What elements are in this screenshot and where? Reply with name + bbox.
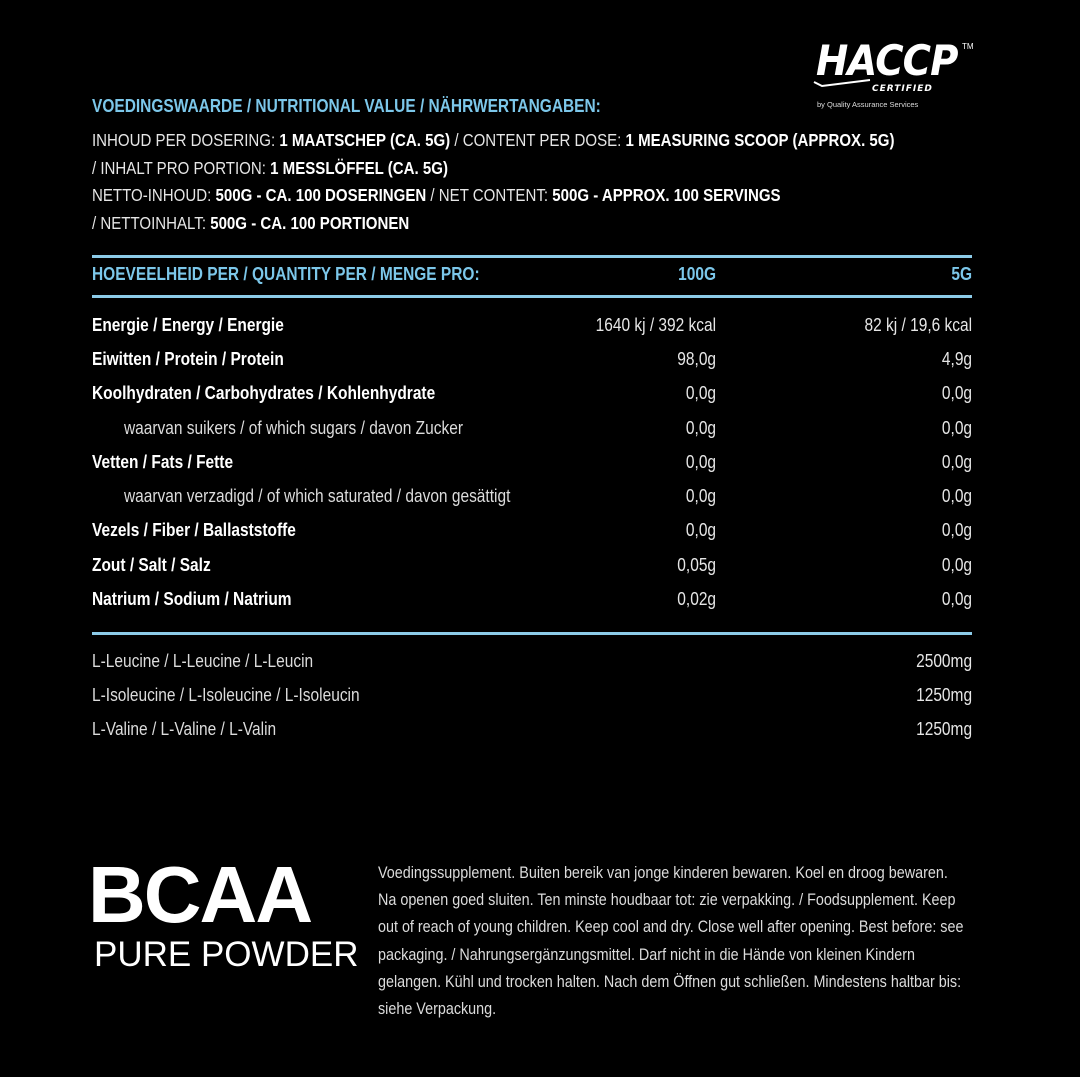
row-value-100g: 98,0g [677,349,716,369]
amino-label: L-Valine / L-Valine / L-Valin [92,719,277,739]
amino-label: L-Isoleucine / L-Isoleucine / L-Isoleucin [92,685,360,705]
table-row [92,349,972,379]
haccp-issuer-text: by Quality Assurance Services [817,100,919,109]
row-value-5g: 82 kj / 19,6 kcal [864,315,972,335]
haccp-logo-text: HACCP [816,36,958,85]
table-row [92,383,972,413]
amino-value: 1250mg [916,685,972,705]
row-value-100g: 0,0g [685,452,716,472]
amino-section-rule [92,632,972,635]
table-header-rule [92,295,972,298]
table-header-5g: 5G [951,264,972,284]
row-value-100g: 0,02g [677,589,716,609]
table-header-label: HOEVEELHEID PER / QUANTITY PER / MENGE PRO: [92,264,480,284]
table-row [92,589,972,619]
trademark-mark: TM [962,42,974,51]
table-row [92,520,972,550]
row-label: Energie / Energy / Energie [92,315,284,335]
amino-row [92,719,972,749]
row-value-100g: 0,0g [685,486,716,506]
row-label: Natrium / Sodium / Natrium [92,589,292,609]
checkmark-icon [812,78,872,88]
row-value-5g: 0,0g [941,589,972,609]
row-label: Koolhydraten / Carbohydrates / Kohlenhydrate [92,383,436,403]
dose-line-2: / INHALT PRO PORTION: 1 MESSLÖFFEL (CA. 5G) [92,158,448,178]
row-value-5g: 0,0g [941,520,972,540]
table-top-rule [92,255,972,258]
row-label: Vezels / Fiber / Ballaststoffe [92,520,296,540]
dose-line-1: INHOUD PER DOSERING: 1 MAATSCHEP (CA. 5G) / CONTENT PER DOSE: 1 MEASURING SCOOP (APPROX. 5G) [92,130,895,150]
table-row [92,418,972,448]
amino-row [92,651,972,681]
nutrition-heading: VOEDINGSWAARDE / NUTRITIONAL VALUE / NÄHRWERTANGABEN: [92,96,601,116]
row-value-100g: 1640 kj / 392 kcal [595,315,716,335]
table-header [92,262,972,292]
net-content-line-1: NETTO-INHOUD: 500G - CA. 100 DOSERINGEN / NET CONTENT: 500G - APPROX. 100 SERVINGS [92,185,781,205]
amino-label: L-Leucine / L-Leucine / L-Leucin [92,651,314,671]
table-row [92,555,972,585]
row-value-5g: 0,0g [941,383,972,403]
amino-value: 1250mg [916,719,972,739]
row-value-100g: 0,0g [685,418,716,438]
row-label: Zout / Salt / Salz [92,555,211,575]
row-value-100g: 0,05g [677,555,716,575]
row-value-5g: 4,9g [941,349,972,369]
table-row [92,486,972,516]
haccp-certified-text: CERTIFIED [872,84,933,94]
product-subtitle: PURE POWDER [94,935,359,974]
amino-value: 2500mg [916,651,972,671]
net-content-line-2: / NETTOINHALT: 500G - CA. 100 PORTIONEN [92,213,410,233]
row-value-5g: 0,0g [941,418,972,438]
table-row [92,315,972,345]
row-value-100g: 0,0g [685,520,716,540]
product-brand [88,850,378,975]
haccp-logo [812,36,974,116]
table-header-100g: 100G [678,264,716,284]
amino-row [92,685,972,715]
row-value-5g: 0,0g [941,452,972,472]
row-label: waarvan verzadigd / of which saturated / davon gesättigt [124,486,511,506]
disclaimer-text: Voedingssupplement. Buiten bereik van jonge kinderen bewaren. Koel en droog bewaren. Na openen goed sluiten. Ten minste houdbaar tot: zie verpakking. / Foodsupplement. Keep out of reach of young children. Keep cool and dry. Close well after opening. Best before: see packaging. / Nahrungsergänzungsmittel. Darf nicht in die Hände von kleinen Kindern gelangen. Kühl und trocken halten. Nach dem Öffnen gut schließen. Mindestens haltbar bis: siehe Verpackung. [378,864,964,1019]
row-label: Eiwitten / Protein / Protein [92,349,284,369]
table-row [92,452,972,482]
row-value-5g: 0,0g [941,486,972,506]
row-label: waarvan suikers / of which sugars / davon Zucker [124,418,463,438]
row-value-5g: 0,0g [941,555,972,575]
row-label: Vetten / Fats / Fette [92,452,234,472]
product-name: BCAA [88,850,312,939]
row-value-100g: 0,0g [685,383,716,403]
